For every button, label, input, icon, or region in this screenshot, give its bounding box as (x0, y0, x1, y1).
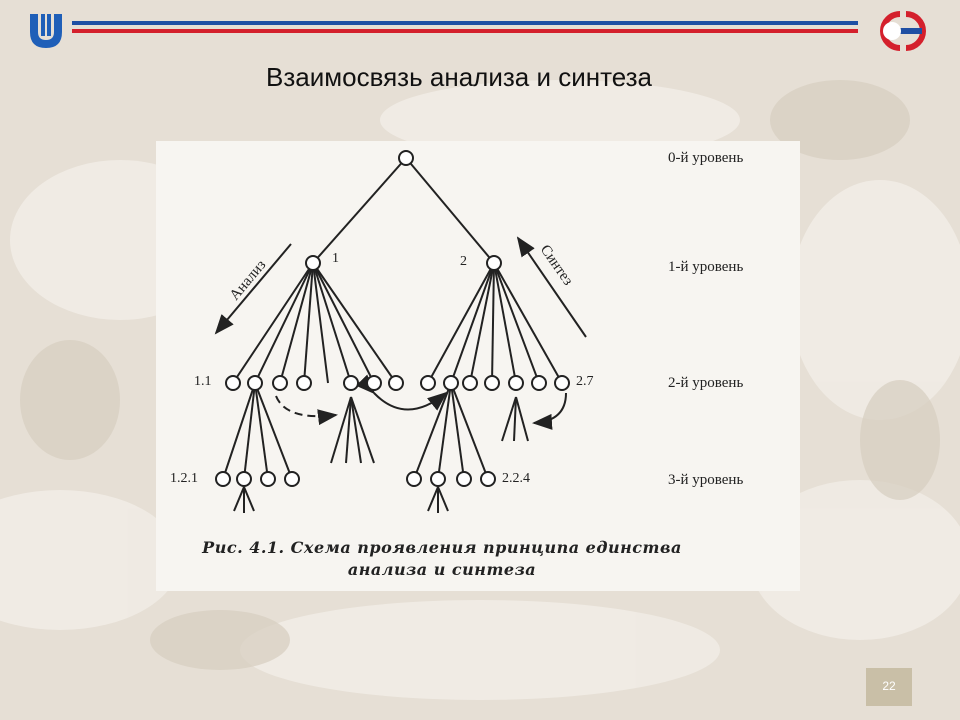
tree-figure (156, 141, 800, 591)
level-3-label: 3-й уровень (668, 472, 744, 488)
node-2-2 (444, 376, 458, 390)
edge-0-1 (313, 158, 406, 263)
edge-2-a (428, 263, 494, 383)
page-number: 22 (882, 679, 896, 693)
edge-2-f (494, 263, 539, 383)
edge-2-c (470, 263, 494, 383)
node-2-2-1 (407, 472, 421, 486)
page-number-box (866, 668, 912, 706)
level-0-label: 0-й уровень (668, 150, 744, 166)
node-1-1-label: 1.1 (194, 374, 212, 389)
university-logo (26, 10, 66, 50)
header-blue-line (72, 21, 858, 25)
figure-caption-line1: Рис. 4.1. Схема проявления принципа единства (202, 538, 682, 557)
edge-1-1f (313, 263, 351, 383)
node-2-2-4-label: 2.2.4 (502, 471, 530, 486)
synthesis-label: Синтез (536, 242, 576, 289)
node-1-2 (248, 376, 262, 390)
node-1-6 (367, 376, 381, 390)
slide-title: Взаимосвязь анализа и синтеза (266, 62, 652, 92)
analysis-label: Анализ (226, 257, 270, 304)
node-2-2-4 (481, 472, 495, 486)
node-1-2-4 (285, 472, 299, 486)
edge-0-2 (406, 158, 494, 263)
node-2-7 (555, 376, 569, 390)
link-arrow (374, 393, 446, 410)
node-2-6 (532, 376, 546, 390)
node-1-2-1-label: 1.2.1 (170, 471, 198, 486)
node-2-2-3 (457, 472, 471, 486)
header-red-line (72, 29, 858, 33)
tree-diagram (156, 141, 800, 591)
analysis-arrow (216, 244, 291, 333)
node-1-2-3 (261, 472, 275, 486)
dashed-arrow (276, 396, 336, 416)
figure-caption-line2: анализа и синтеза (347, 560, 537, 579)
node-2-label: 2 (460, 254, 467, 269)
node-1-3 (273, 376, 287, 390)
node-2-3 (463, 376, 477, 390)
node-2 (487, 256, 501, 270)
node-1-label: 1 (332, 251, 339, 266)
node-2-2-2 (431, 472, 445, 486)
node-2-4 (485, 376, 499, 390)
level-1-label: 1-й уровень (668, 259, 744, 275)
node-1-2-2 (237, 472, 251, 486)
node-2-5 (509, 376, 523, 390)
node-1-1 (226, 376, 240, 390)
return-arrow (534, 393, 566, 423)
node-1-2-1 (216, 472, 230, 486)
node-1-5 (344, 376, 358, 390)
node-1-4 (297, 376, 311, 390)
node-1 (306, 256, 320, 270)
organization-logo (870, 8, 936, 54)
node-2-1 (421, 376, 435, 390)
edge-1-1g (313, 263, 374, 383)
node-1-7 (389, 376, 403, 390)
level-2-label: 2-й уровень (668, 375, 744, 391)
node-root (399, 151, 413, 165)
node-2-7-label: 2.7 (576, 374, 594, 389)
edge-2-d (492, 263, 494, 383)
edge-2-b (451, 263, 494, 383)
